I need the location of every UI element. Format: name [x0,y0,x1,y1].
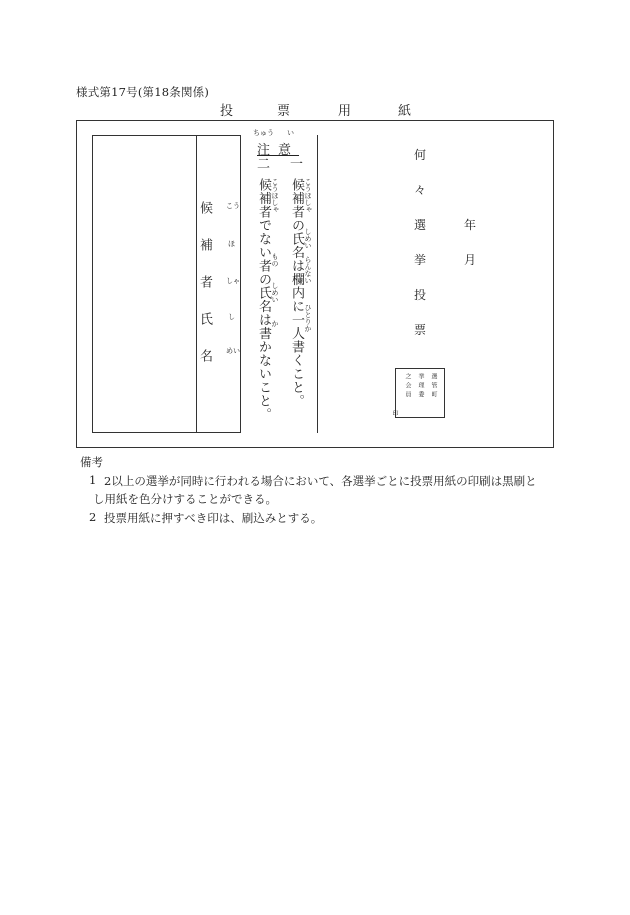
title-char-2: 票 [277,104,291,119]
notice-heading-ruby-2: い [287,129,294,137]
remark-2-text: 投票用紙に押すべき印は、刷込みとする。 [104,511,323,525]
remarks-heading: 備考 [80,455,103,469]
candidate-ruby-4: し [228,313,235,321]
title-char-1: 投 [220,104,234,119]
election-char-2: 々 [414,183,427,197]
notice-item2-ruby-4: か [271,320,279,327]
notice-item1-ruby-2: しめい [304,228,312,249]
candidate-ruby-3: しゃ [226,277,240,285]
election-char-3: 選 [414,218,427,232]
remark-1-text: 2以上の選挙が同時に行われる場合において、各選挙ごとに投票用紙の印刷は黒刷と [104,474,537,488]
title-char-4: 紙 [398,104,412,119]
stamp-column-3: 之会員 [404,373,411,400]
date-month-char: 月 [464,253,477,267]
candidate-ruby-2: ほ [228,240,235,248]
notice-item1-ruby-1: こうほしゃ [304,178,312,213]
notice-item2-ruby-1: こうほしゃ [271,178,279,213]
remark-1-continuation: し用紙を色分けすることができる。 [93,492,277,506]
notice-item2-ruby-3: しめい [271,282,279,303]
candidate-name-label: 候補者氏名 [197,201,212,386]
notice-heading: 注意 [257,143,300,158]
election-char-4: 挙 [414,253,427,267]
notice-item2-ruby-2: もの [271,253,279,267]
notice-item2-text: 候補者でない者の氏名は書かないこと。 [256,178,271,421]
notice-item2-number: 二 [257,157,271,172]
stamp-column-1: 選管町 [430,373,437,400]
notice-item1-ruby-3: らんない [304,256,312,284]
title-char-3: 用 [338,104,352,119]
election-char-6: 票 [414,323,427,337]
election-char-5: 投 [414,288,427,302]
date-year-char: 年 [464,218,477,232]
notice-item1-ruby-4: ひとりか [304,304,312,332]
remark-1-number: 1 [89,473,97,487]
notice-item1-number: 一 [290,157,304,172]
form-number: 様式第17号(第18条関係) [76,85,210,99]
stamp-column-4: 印 [391,410,398,419]
candidate-ruby-1: こう [226,202,240,210]
notice-heading-ruby-1: ちゅう [253,129,274,137]
election-char-1: 何 [414,148,427,162]
remark-2-number: 2 [89,510,97,524]
candidate-ruby-5: めい [226,347,240,355]
notice-divider-line [317,135,318,433]
stamp-column-2: 挙理委 [417,373,424,400]
candidate-name-box[interactable] [92,135,241,433]
notice-item1-text: 候補者の氏名は欄内に一人書くこと。 [289,178,304,408]
